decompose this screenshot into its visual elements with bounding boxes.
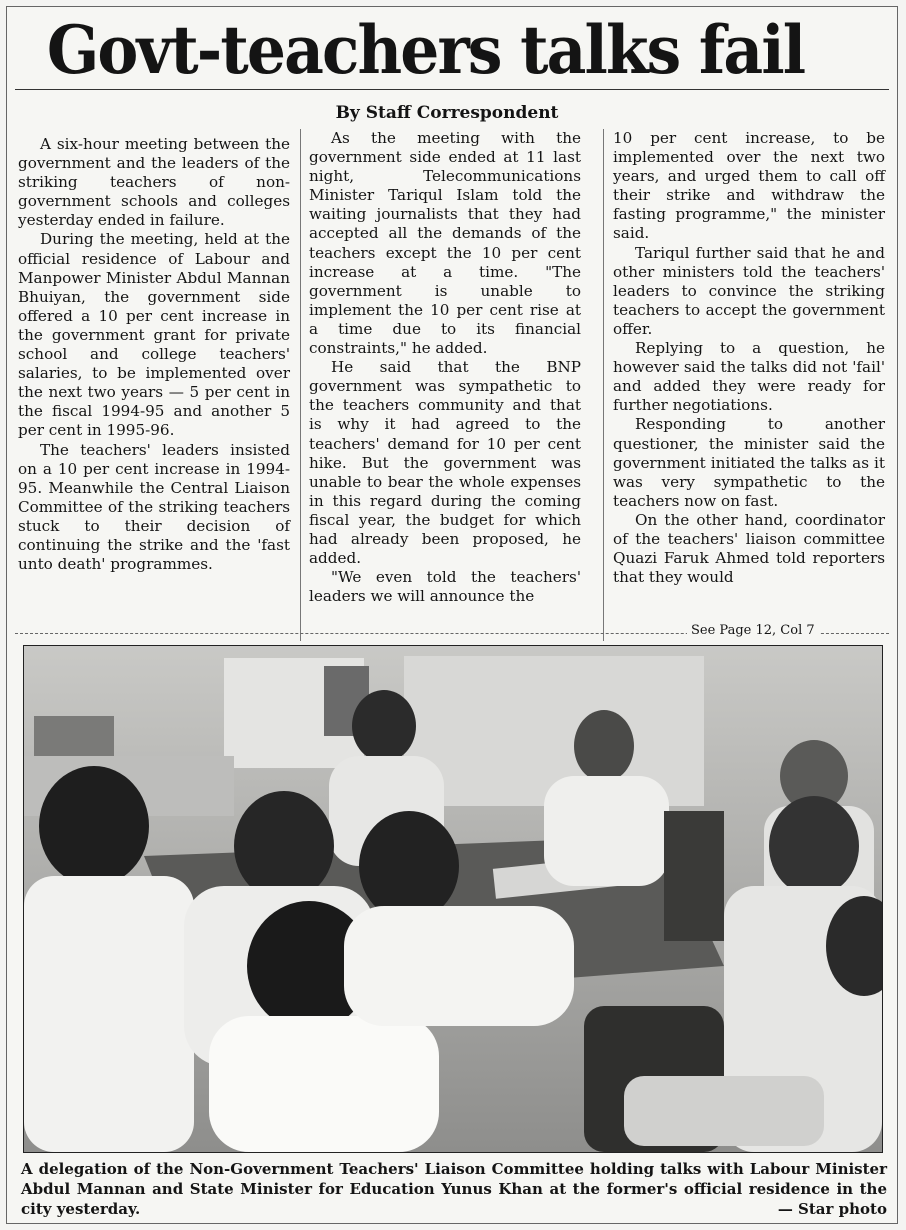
column-rule	[300, 129, 301, 641]
article-column-3	[613, 129, 885, 587]
paragraph: 10 per cent increase, to be implemented over the next two years, and urged them to call off their strike and withdraw the fasting programme," the minister said.	[613, 129, 885, 243]
caption-text: A delegation of the Non-Government Teachers' Liaison Committee holding talks with Labour Minister Abdul Mannan and State Minister for Education Yunus Khan at the former's official residence in the city yesterday.	[21, 1160, 887, 1218]
paragraph: As the meeting with the government side ended at 11 last night, Telecommunications Minister Tariqul Islam told the waiting journalists that they had accepted all the demands of the teachers except the 10 per cent increase at a time. "The government is unable to implement the 10 per cent rise at a time due to its financial constraints," he added.	[309, 129, 581, 358]
paragraph: "We even told the teachers' leaders we will announce the	[309, 568, 581, 606]
photo-caption	[21, 1159, 887, 1219]
paragraph: Replying to a question, he however said the talks did not 'fail' and added they were ready for further negotiations.	[613, 339, 885, 415]
paragraph: Responding to another questioner, the minister said the government initiated the talks as it was very sympathetic to the teachers now on fast.	[613, 415, 885, 510]
headline: Govt-teachers talks fail	[46, 11, 805, 89]
article-column-2	[309, 129, 581, 606]
headline-rule	[15, 89, 889, 90]
newspaper-clipping	[6, 6, 898, 1224]
column-rule	[603, 129, 604, 641]
meeting-photo	[23, 645, 883, 1153]
paragraph: He said that the BNP government was sympathetic to the teachers community and that is why it had agreed to the teachers' demand for 10 per cent hike. But the government was unable to bear the whole expenses in this regard during the coming fiscal year, the budget for which had already been proposed, he added.	[309, 358, 581, 568]
paragraph: During the meeting, held at the official residence of Labour and Manpower Minister Abdul Mannan Bhuiyan, the government side offered a 10 per cent increase in the government grant for private school and college teachers' salaries, to be implemented over the next two years — 5 per cent in the fiscal 1994-95 and another 5 per cent in 1995-96.	[18, 230, 290, 440]
paragraph: A six-hour meeting between the government and the leaders of the striking teachers of non-government schools and colleges yesterday ended in failure.	[18, 135, 290, 230]
meeting-photo-illustration	[24, 646, 882, 1152]
byline: By Staff Correspondent	[335, 103, 559, 123]
continuation-note: See Page 12, Col 7	[687, 623, 819, 638]
photo-credit: — Star photo	[777, 1200, 887, 1218]
article-column-1	[18, 135, 290, 574]
paragraph: On the other hand, coordinator of the teachers' liaison committee Quazi Faruk Ahmed told reporters that they would	[613, 510, 885, 587]
paragraph: The teachers' leaders insisted on a 10 per cent increase in 1994-95. Meanwhile the Central Liaison Committee of the striking teachers stuck to their decision of continuing the strike and the 'fast unto death' programmes.	[18, 440, 290, 574]
paragraph: Tariqul further said that he and other ministers told the teachers' leaders to convince the striking teachers to accept the government offer.	[613, 243, 885, 338]
